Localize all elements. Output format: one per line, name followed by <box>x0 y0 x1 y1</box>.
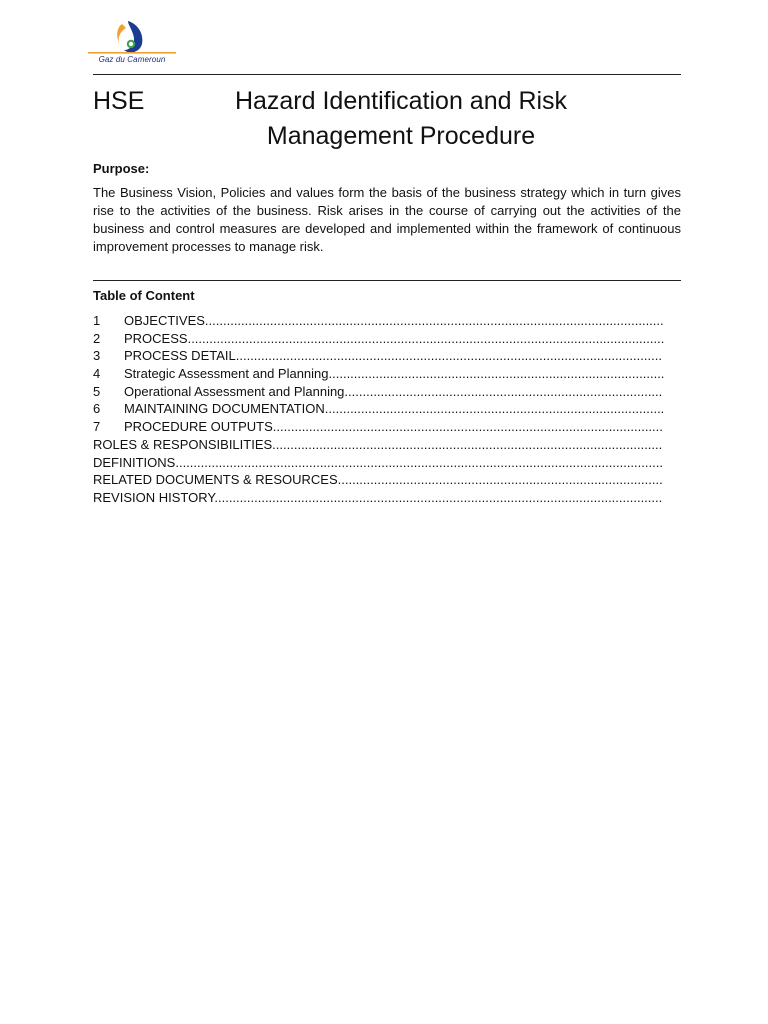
toc-item-text: PROCESS <box>124 330 188 346</box>
toc-item[interactable] <box>93 418 668 436</box>
toc-item[interactable] <box>93 454 668 472</box>
toc-item-text: Strategic Assessment and Planning <box>124 366 329 382</box>
purpose-heading: Purpose: <box>93 161 150 176</box>
toc-item-text: PROCEDURE OUTPUTS <box>124 419 273 435</box>
table-of-contents <box>93 312 668 507</box>
toc-item-text: OBJECTIVES <box>124 313 205 328</box>
toc-heading: Table of Content <box>93 288 195 303</box>
toc-leader-dots: .............................................................................................. <box>324 401 665 417</box>
toc-leader-dots: .......................................................................................... <box>337 472 663 488</box>
toc-item-number: 3 <box>93 348 101 364</box>
purpose-paragraph: The Business Vision, Policies and values form the basis of the business strategy which in turn gives rise to the activities of the business. Risk arises in the course of carrying out the activities of the business and control measures are developed and implemented within the framework of continuous improvement processes to manage risk. <box>93 185 681 254</box>
toc-item-text: REVISION HISTORY <box>93 489 215 505</box>
header-divider <box>93 74 681 75</box>
toc-item-text: DEFINITIONS <box>93 454 176 470</box>
toc-item-label <box>124 347 662 365</box>
toc-item-label <box>124 365 664 383</box>
toc-item[interactable] <box>93 400 668 418</box>
toc-item-number: 1 <box>93 313 101 328</box>
toc-leader-dots: ............................................................................................................................... <box>204 313 664 328</box>
toc-item-text: PROCESS DETAIL <box>124 348 236 364</box>
toc-item-label <box>93 489 662 507</box>
toc-item[interactable] <box>93 383 668 401</box>
toc-leader-dots: ........................................................................................ <box>344 383 663 399</box>
title-line-2: Management Procedure <box>266 122 536 150</box>
toc-leader-dots: ............................................................................................................ <box>272 419 663 435</box>
toc-leader-dots: ............................................................................................................................ <box>214 489 663 505</box>
title-line-1: Hazard Identification and Risk <box>234 87 568 115</box>
flame-drop-logo-icon <box>86 18 178 58</box>
toc-item[interactable] <box>93 436 668 454</box>
toc-item-label <box>124 418 663 436</box>
toc-item-number: 5 <box>93 383 101 399</box>
toc-item-label <box>124 312 664 330</box>
toc-item-number: 2 <box>93 330 101 346</box>
toc-item-label <box>124 400 664 418</box>
toc-item-number: 4 <box>93 366 101 382</box>
toc-item[interactable] <box>93 365 668 383</box>
toc-item-label <box>124 383 662 401</box>
title-main <box>191 84 611 154</box>
toc-item-text: MAINTAINING DOCUMENTATION <box>124 401 325 417</box>
toc-item[interactable] <box>93 489 668 507</box>
toc-leader-dots: ............................................................................................................ <box>272 436 663 452</box>
logo-text: Gaz du Cameroun <box>98 55 166 64</box>
toc-leader-dots: .................................................................................................................................... <box>187 330 665 346</box>
toc-item-label <box>93 436 662 454</box>
toc-leader-dots: ....................................................................................................................................... <box>175 454 663 470</box>
toc-item-text: RELATED DOCUMENTS & RESOURCES <box>93 472 338 488</box>
toc-item-number: 6 <box>93 401 101 417</box>
company-logo <box>86 18 178 66</box>
toc-item[interactable] <box>93 347 668 365</box>
toc-item-text: ROLES & RESPONSIBILITIES <box>93 436 273 452</box>
title-prefix: HSE <box>93 87 145 115</box>
toc-item[interactable] <box>93 312 668 330</box>
toc-item[interactable] <box>93 330 668 348</box>
toc-item-label <box>93 471 663 489</box>
toc-leader-dots: ...................................................................................................................... <box>235 348 662 364</box>
toc-item-label <box>124 330 664 348</box>
toc-item-label <box>93 454 663 472</box>
toc-item-number: 7 <box>93 419 101 435</box>
toc-item-text: Operational Assessment and Planning <box>124 383 345 399</box>
section-divider <box>93 280 681 281</box>
toc-leader-dots: ............................................................................................. <box>328 366 665 382</box>
toc-item[interactable] <box>93 471 668 489</box>
